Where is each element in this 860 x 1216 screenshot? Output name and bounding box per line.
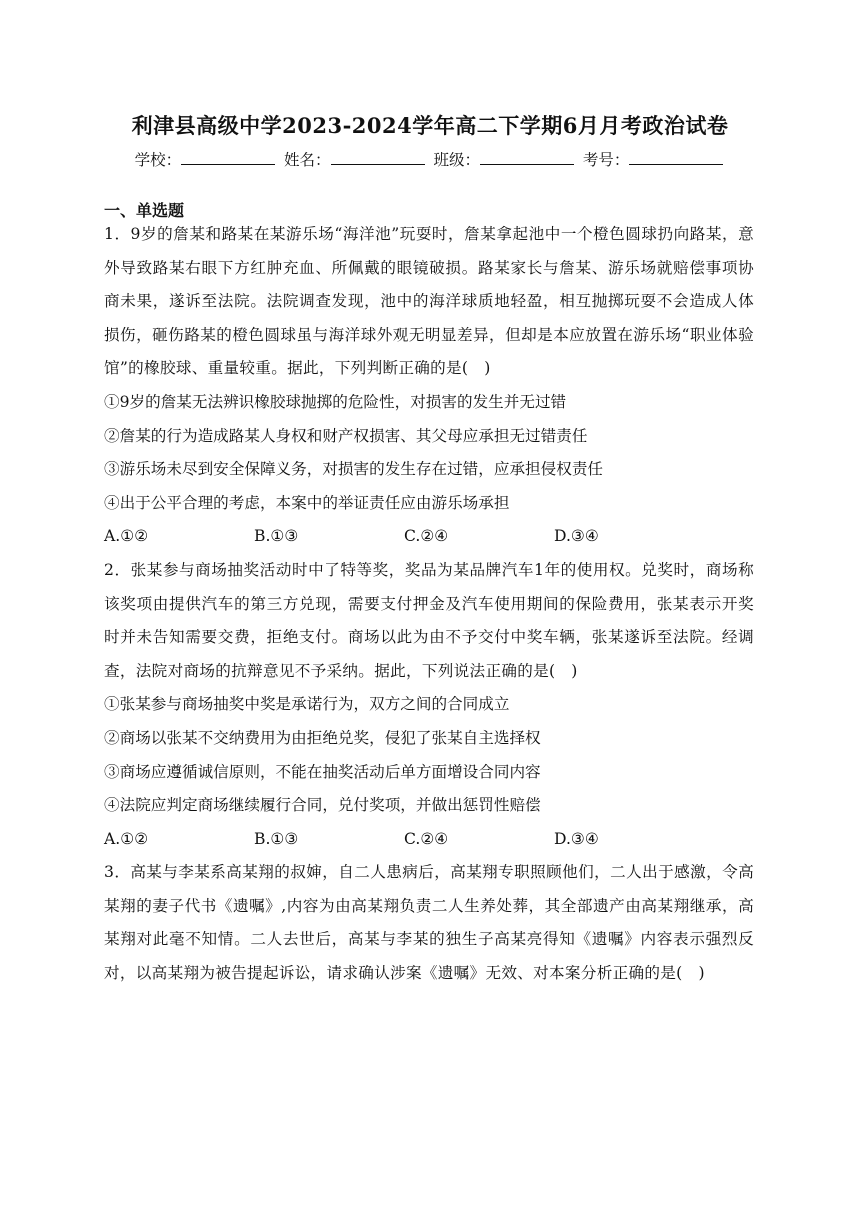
statement: ④法院应判定商场继续履行合同，兑付奖项，并做出惩罚性赔偿 (104, 796, 541, 815)
answer-options (104, 823, 754, 857)
exam-number-blank[interactable] (629, 150, 723, 165)
option-b[interactable]: B.①③ (254, 527, 299, 546)
answer-options (104, 520, 754, 554)
statement: ④出于公平合理的考虑，本案中的举证责任应由游乐场承担 (104, 493, 510, 512)
statement: ①9岁的詹某无法辨识橡胶球抛掷的危险性，对损害的发生并无过错 (104, 392, 567, 411)
option-c[interactable]: C.②④ (404, 527, 449, 546)
option-a[interactable]: A.①② (104, 527, 149, 546)
info-field-exam-number (583, 151, 726, 169)
option-d[interactable]: D.③④ (554, 829, 599, 848)
info-field-school (135, 151, 278, 169)
exam-title: 利津县高级中学2023-2024学年高二下学期6月月考政治试卷 (131, 113, 729, 138)
question-3 (104, 856, 754, 990)
statement: ③游乐场未尽到安全保障义务，对损害的发生存在过错，应承担侵权责任 (104, 460, 604, 479)
option-a[interactable]: A.①② (104, 829, 149, 848)
option-b[interactable]: B.①③ (254, 829, 299, 848)
class-blank[interactable] (480, 150, 574, 165)
info-field-name (284, 151, 427, 169)
name-blank[interactable] (331, 150, 425, 165)
question-stem: 1．9岁的詹某和路某在某游乐场“海洋池”玩耍时，詹某拿起池中一个橙色圆球扔向路某，意外导致路某右眼下方红肿充血、所佩戴的眼镜破损。路某家长与詹某、游乐场就赔偿事项协商未果，遂诉至法院。法院调查发现，池中的海洋球质地轻盈，相互抛掷玩耍不会造成人体损伤，砸伤路某的橙色圆球虽与海洋球外观无明显差异，但却是本应放置在游乐场“职业体验馆”的橡胶球、重量较重。据此，下列判断正确的是( ) (104, 225, 754, 378)
questions-body (104, 218, 754, 991)
statement: ②詹某的行为造成路某人身权和财产权损害、其父母应承担无过错责任 (104, 426, 588, 445)
info-label: 姓名： (284, 151, 331, 169)
question-2 (104, 554, 754, 856)
question-stem: 3．高某与李某系高某翔的叔婶，自二人患病后，高某翔专职照顾他们，二人出于感激，令高某翔的妻子代书《遗嘱》,内容为由高某翔负责二人生养处葬，其全部遗产由高某翔继承，高某翔对此毫不知情。二人去世后，高某与李某的独生子高某亮得知《遗嘱》内容表示强烈反对，以高某翔为被告提起诉讼，请求确认涉案《遗嘱》无效、对本案分析正确的是( ) (104, 863, 754, 983)
info-label: 学校： (134, 151, 182, 169)
statement: ①张某参与商场抽奖中奖是承诺行为，双方之间的合同成立 (104, 695, 510, 714)
statement: ③商场应遵循诚信原则，不能在抽奖活动后单方面增设合同内容 (104, 762, 541, 781)
school-blank[interactable] (181, 150, 275, 165)
question-stem: 2．张某参与商场抽奖活动时中了特等奖，奖品为某品牌汽车1年的使用权。兑奖时，商场称该奖项由提供汽车的第三方兑现，需要支付押金及汽车使用期间的保险费用，张某表示开奖时并未告知需要交费，拒绝支付。商场以此为由不予交付中奖车辆，张某遂诉至法院。经调查，法院对商场的抗辩意见不予采纳。据此，下列说法正确的是( ) (104, 560, 754, 680)
student-info-line (0, 148, 860, 170)
question-1 (104, 218, 754, 554)
info-label: 考号： (582, 151, 630, 169)
section-heading: 一、单选题 (104, 201, 185, 220)
option-d[interactable]: D.③④ (554, 527, 599, 546)
info-label: 班级： (433, 151, 480, 169)
statement: ②商场以张某不交纳费用为由拒绝兑奖，侵犯了张某自主选择权 (104, 728, 541, 747)
option-c[interactable]: C.②④ (404, 829, 449, 848)
info-field-class (433, 151, 576, 169)
